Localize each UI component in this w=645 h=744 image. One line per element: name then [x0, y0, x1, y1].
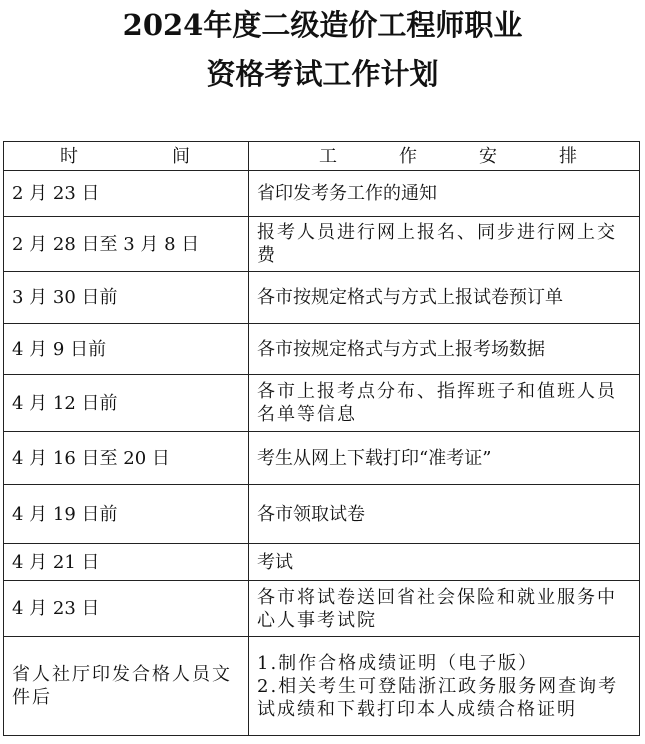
- header-work-char: 安: [479, 145, 497, 167]
- time-cell: 4 月 9 日前: [4, 324, 249, 375]
- table-row: [4, 272, 640, 324]
- work-cell: 省印发考务工作的通知: [249, 171, 640, 217]
- work-cell: 各市上报考点分布、指挥班子和值班人员名单等信息: [249, 375, 640, 432]
- title-line-1: 2024年度二级造价工程师职业: [122, 8, 523, 42]
- header-work-char: 作: [399, 145, 417, 167]
- header-time-char: 时: [60, 145, 78, 167]
- time-cell: 4 月 16 日至 20 日: [4, 432, 249, 485]
- work-cell: 各市将试卷送回省社会保险和就业服务中心人事考试院: [249, 581, 640, 637]
- title-line-2: 资格考试工作计划: [206, 57, 439, 91]
- table-header-row: [4, 142, 640, 171]
- time-cell: 4 月 23 日: [4, 581, 249, 637]
- time-cell: 4 月 21 日: [4, 544, 249, 581]
- header-time: [4, 142, 249, 171]
- work-item: 2.相关考生可登陆浙江政务服务网查询考试成绩和下载打印本人成绩合格证明: [257, 675, 619, 720]
- header-work-char: 工: [319, 145, 337, 167]
- work-item: 1.制作合格成绩证明（电子版）: [257, 652, 539, 674]
- table-row: [4, 581, 640, 637]
- header-time-char: 间: [172, 145, 190, 167]
- table-row: [4, 432, 640, 485]
- table-row: [4, 637, 640, 736]
- schedule-table: [3, 141, 640, 736]
- work-cell: 各市领取试卷: [249, 485, 640, 544]
- table-row: [4, 544, 640, 581]
- table-row: [4, 485, 640, 544]
- time-cell: 4 月 12 日前: [4, 375, 249, 432]
- work-cell: [249, 637, 640, 736]
- time-cell: 2 月 28 日至 3 月 8 日: [4, 217, 249, 272]
- table-row: [4, 171, 640, 217]
- time-cell: 2 月 23 日: [4, 171, 249, 217]
- work-cell: 考试: [249, 544, 640, 581]
- work-cell: 各市按规定格式与方式上报考场数据: [249, 324, 640, 375]
- work-cell: 考生从网上下载打印“准考证”: [249, 432, 640, 485]
- header-work-char: 排: [559, 145, 577, 167]
- work-cell: 报考人员进行网上报名、同步进行网上交费: [249, 217, 640, 272]
- header-work: [249, 142, 640, 171]
- work-cell: 各市按规定格式与方式上报试卷预订单: [249, 272, 640, 324]
- table-row: [4, 324, 640, 375]
- table-row: [4, 375, 640, 432]
- time-cell: 3 月 30 日前: [4, 272, 249, 324]
- table-row: [4, 217, 640, 272]
- time-cell: 省人社厅印发合格人员文件后: [4, 637, 249, 736]
- time-cell: 4 月 19 日前: [4, 485, 249, 544]
